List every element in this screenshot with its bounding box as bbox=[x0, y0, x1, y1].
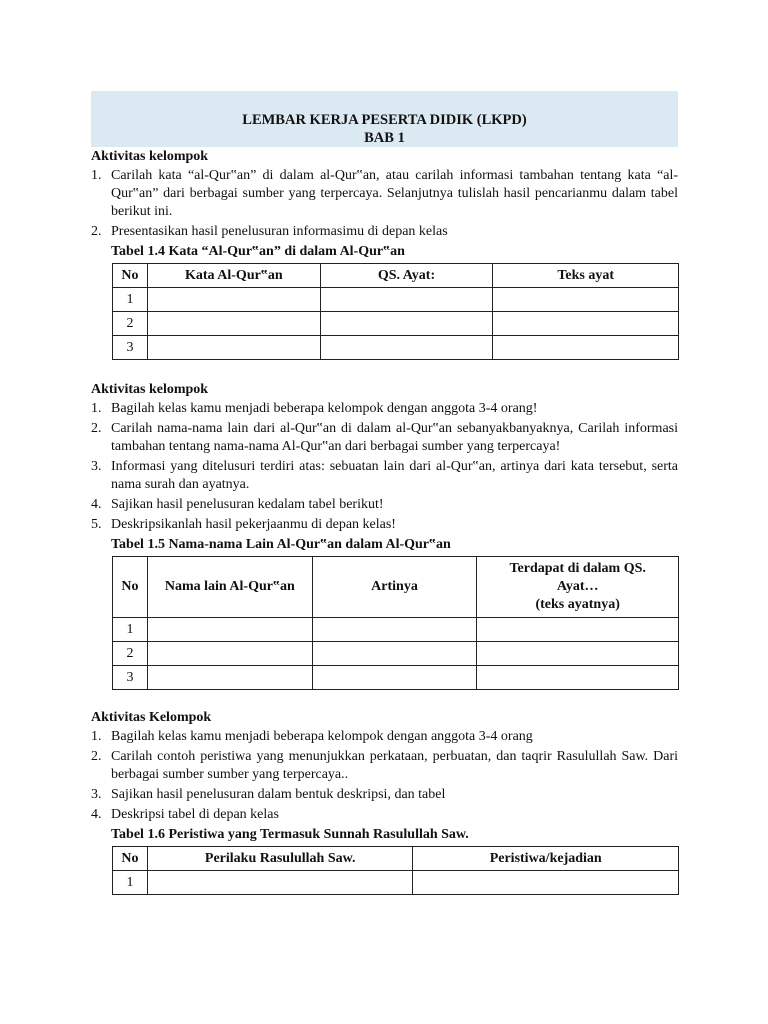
step-item: 3. Informasi yang ditelusuri terdiri atas: sebuatan lain dari al-Qur‟an, artinya dari kata tersebut, serta nama surah dan ayatnya. bbox=[91, 459, 678, 492]
blank-cell[interactable] bbox=[477, 618, 679, 642]
step-item: 2. Carilah nama-nama lain dari al-Qur‟an di dalam al-Qur‟an sebanyakbanyaknya, Carilah informasi tambahan tentang nama-nama Al-Qur‟an dari berbagai sumber yang terpercaya! bbox=[91, 421, 678, 454]
step-item: 1. Bagilah kelas kamu menjadi beberapa kelompok dengan anggota 3-4 orang bbox=[91, 729, 533, 744]
column-header: Teks ayat bbox=[493, 264, 679, 288]
step-item: 5. Deskripsikanlah hasil pekerjaanmu di depan kelas! bbox=[91, 517, 396, 532]
blank-cell[interactable] bbox=[413, 871, 679, 895]
table-1-4-caption: Tabel 1.4 Kata “Al-Qur‟an” di dalam Al-Qur‟an bbox=[111, 244, 405, 259]
table-row bbox=[113, 288, 679, 312]
blank-cell[interactable] bbox=[147, 642, 312, 666]
section-3-title: Aktivitas Kelompok bbox=[91, 710, 212, 725]
table-header-row bbox=[113, 264, 679, 288]
row-number: 1 bbox=[113, 618, 148, 642]
section-2-title: Aktivitas kelompok bbox=[91, 382, 209, 397]
blank-cell[interactable] bbox=[320, 288, 493, 312]
blank-cell[interactable] bbox=[493, 336, 679, 360]
table-1-6 bbox=[112, 846, 679, 895]
worksheet-title: LEMBAR KERJA PESERTA DIDIK (LKPD) bbox=[242, 112, 527, 128]
table-row bbox=[113, 666, 679, 690]
table-row bbox=[113, 642, 679, 666]
table-row bbox=[113, 618, 679, 642]
table-row bbox=[113, 871, 679, 895]
column-header: No bbox=[113, 557, 148, 618]
table-header-row bbox=[113, 557, 679, 618]
step-item: 1. Bagilah kelas kamu menjadi beberapa kelompok dengan anggota 3-4 orang! bbox=[91, 401, 538, 416]
step-item: 4. Sajikan hasil penelusuran kedalam tabel berikut! bbox=[91, 497, 384, 512]
blank-cell[interactable] bbox=[477, 642, 679, 666]
blank-cell[interactable] bbox=[493, 288, 679, 312]
blank-cell[interactable] bbox=[320, 336, 493, 360]
column-header: Nama lain Al-Qur‟an bbox=[147, 557, 312, 618]
section-3-steps bbox=[91, 728, 678, 824]
blank-cell[interactable] bbox=[147, 666, 312, 690]
blank-cell[interactable] bbox=[312, 666, 477, 690]
blank-cell[interactable] bbox=[147, 618, 312, 642]
step-item: 1. Carilah kata “al-Qur‟an” di dalam al-Qur‟an, atau carilah informasi tambahan tentang kata “al-Qur‟an” dari berbagai sumber yang terpercaya. Selanjutnya tulislah hasil pencarianmu dalam tabel berikut ini. bbox=[91, 168, 678, 219]
blank-cell[interactable] bbox=[312, 642, 477, 666]
row-number: 2 bbox=[113, 312, 148, 336]
section-1-title: Aktivitas kelompok bbox=[91, 149, 209, 164]
worksheet-page bbox=[91, 91, 678, 895]
blank-cell[interactable] bbox=[147, 871, 412, 895]
step-item: 3. Sajikan hasil penelusuran dalam bentuk deskripsi, dan tabel bbox=[91, 787, 446, 802]
column-header: Terdapat di dalam QS. Ayat… (teks ayatnya) bbox=[477, 557, 679, 618]
table-1-5 bbox=[112, 556, 679, 690]
blank-cell[interactable] bbox=[320, 312, 493, 336]
column-header: QS. Ayat: bbox=[320, 264, 493, 288]
row-number: 1 bbox=[113, 288, 148, 312]
blank-cell[interactable] bbox=[147, 312, 320, 336]
blank-cell[interactable] bbox=[147, 336, 320, 360]
worksheet-header bbox=[91, 91, 678, 147]
section-1-steps bbox=[91, 167, 678, 241]
blank-cell[interactable] bbox=[477, 666, 679, 690]
step-item: 2. Carilah contoh peristiwa yang menunjukkan perkataan, perbuatan, dan taqrir Rasulullah Saw. Dari berbagai sumber sumber yang terpercaya.. bbox=[91, 749, 678, 782]
step-item: 4. Deskripsi tabel di depan kelas bbox=[91, 807, 279, 822]
column-header: Perilaku Rasulullah Saw. bbox=[147, 847, 412, 871]
table-1-6-caption: Tabel 1.6 Peristiwa yang Termasuk Sunnah Rasulullah Saw. bbox=[111, 827, 469, 842]
step-item: 2. Presentasikan hasil penelusuran informasimu di depan kelas bbox=[91, 224, 448, 239]
row-number: 1 bbox=[113, 871, 148, 895]
table-header-row bbox=[113, 847, 679, 871]
blank-cell[interactable] bbox=[147, 288, 320, 312]
column-header: Peristiwa/kejadian bbox=[413, 847, 679, 871]
table-row bbox=[113, 312, 679, 336]
chapter-label: BAB 1 bbox=[364, 130, 405, 146]
blank-cell[interactable] bbox=[312, 618, 477, 642]
table-1-4 bbox=[112, 263, 679, 360]
column-header: No bbox=[113, 264, 148, 288]
section-2-steps bbox=[91, 400, 678, 534]
blank-cell[interactable] bbox=[493, 312, 679, 336]
row-number: 3 bbox=[113, 336, 148, 360]
table-1-5-caption: Tabel 1.5 Nama-nama Lain Al-Qur‟an dalam Al-Qur‟an bbox=[111, 537, 451, 552]
row-number: 3 bbox=[113, 666, 148, 690]
column-header: Artinya bbox=[312, 557, 477, 618]
table-row bbox=[113, 336, 679, 360]
column-header: Kata Al-Qur‟an bbox=[147, 264, 320, 288]
row-number: 2 bbox=[113, 642, 148, 666]
column-header: No bbox=[113, 847, 148, 871]
